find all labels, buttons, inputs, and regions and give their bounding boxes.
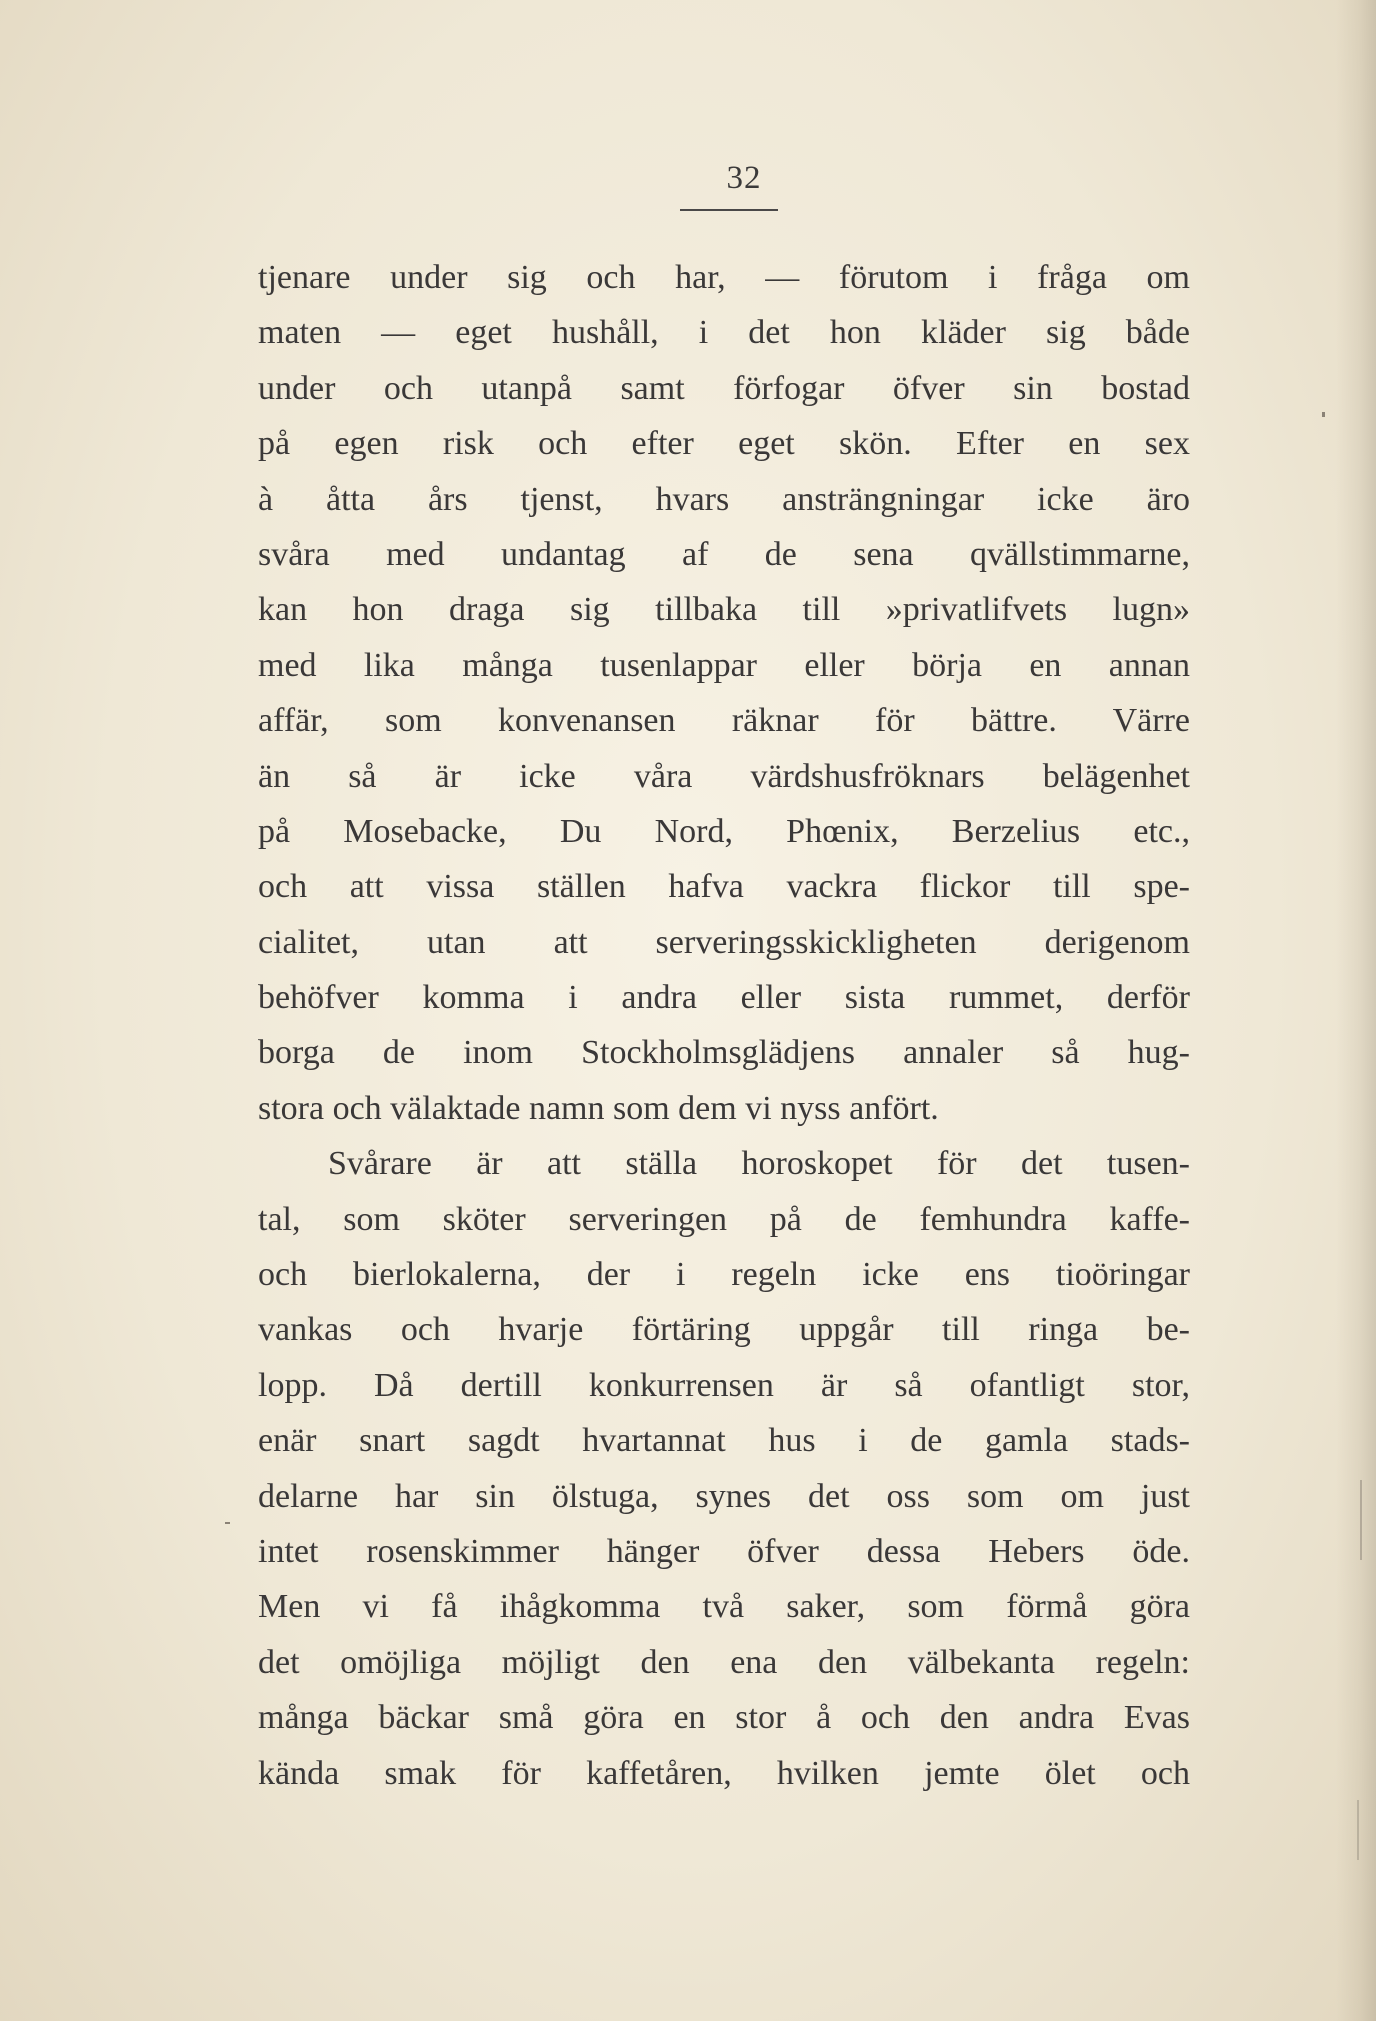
text-line: med lika många tusenlappar eller börja en annan	[258, 646, 1190, 684]
text-line: delarne har sin ölstuga, synes det oss som om just	[258, 1477, 1190, 1515]
page-edge-shadow	[1336, 0, 1376, 2021]
scan-mark	[1360, 1480, 1362, 1560]
text-line: tal, som sköter serveringen på de femhundra kaffe-	[258, 1200, 1190, 1238]
text-line: vankas och hvarje förtäring uppgår till ringa be-	[258, 1311, 1190, 1349]
scan-mark	[1357, 1800, 1359, 1860]
text-line: borga de inom Stockholmsglädjens annaler så hug-	[258, 1034, 1190, 1072]
text-line: affär, som konvenansen räknar för bättre. Värre	[258, 702, 1190, 740]
text-line: tjenare under sig och har, — förutom i fråga om	[258, 259, 1190, 296]
text-line: kända smak för kaffetåren, hvilken jemte ölet och	[258, 1754, 1190, 1792]
text-line: cialitet, utan att serveringsskickligheten derigenom	[258, 923, 1190, 961]
text-line: enär snart sagdt hvartannat hus i de gamla stads-	[258, 1422, 1190, 1460]
text-line: på Mosebacke, Du Nord, Phœnix, Berzelius etc.,	[258, 812, 1190, 850]
scan-mark	[225, 1522, 230, 1524]
text-line: och att vissa ställen hafva vackra flickor till spe-	[258, 868, 1190, 906]
text-line: det omöjliga möjligt den ena den välbekanta regeln:	[258, 1643, 1190, 1681]
text-line: Svårare är att ställa horoskopet för det tusen-	[328, 1145, 1190, 1183]
text-line: à åtta års tjenst, hvars ansträngningar icke äro	[258, 480, 1190, 518]
text-line: intet rosenskimmer hänger öfver dessa Hebers öde.	[258, 1532, 1190, 1570]
body-text	[258, 250, 1190, 1801]
text-line: och bierlokalerna, der i regeln icke ens tioöringar	[258, 1256, 1190, 1294]
text-line: svåra med undantag af de sena qvällstimmarne,	[258, 535, 1190, 573]
page-number: 32	[726, 160, 762, 196]
text-line: många bäckar små göra en stor å och den andra Evas	[258, 1699, 1190, 1737]
text-line: maten — eget hushåll, i det hon kläder sig både	[258, 314, 1190, 352]
text-line: behöfver komma i andra eller sista rummet, derför	[258, 979, 1190, 1017]
text-line: än så är icke våra värdshusfröknars belägenhet	[258, 757, 1190, 795]
text-line: Men vi få ihågkomma två saker, som förmå göra	[258, 1588, 1190, 1626]
text-line: på egen risk och efter eget skön. Efter en sex	[258, 425, 1190, 463]
header-rule	[680, 209, 778, 211]
text-line: lopp. Då dertill konkurrensen är så ofantligt stor,	[258, 1366, 1190, 1404]
text-line: kan hon draga sig tillbaka till »privatlifvets lugn»	[258, 591, 1190, 629]
scan-mark	[1322, 412, 1325, 417]
text-line: under och utanpå samt förfogar öfver sin bostad	[258, 369, 1190, 407]
text-line: stora och välaktade namn som dem vi nyss anfört.	[258, 1089, 939, 1127]
